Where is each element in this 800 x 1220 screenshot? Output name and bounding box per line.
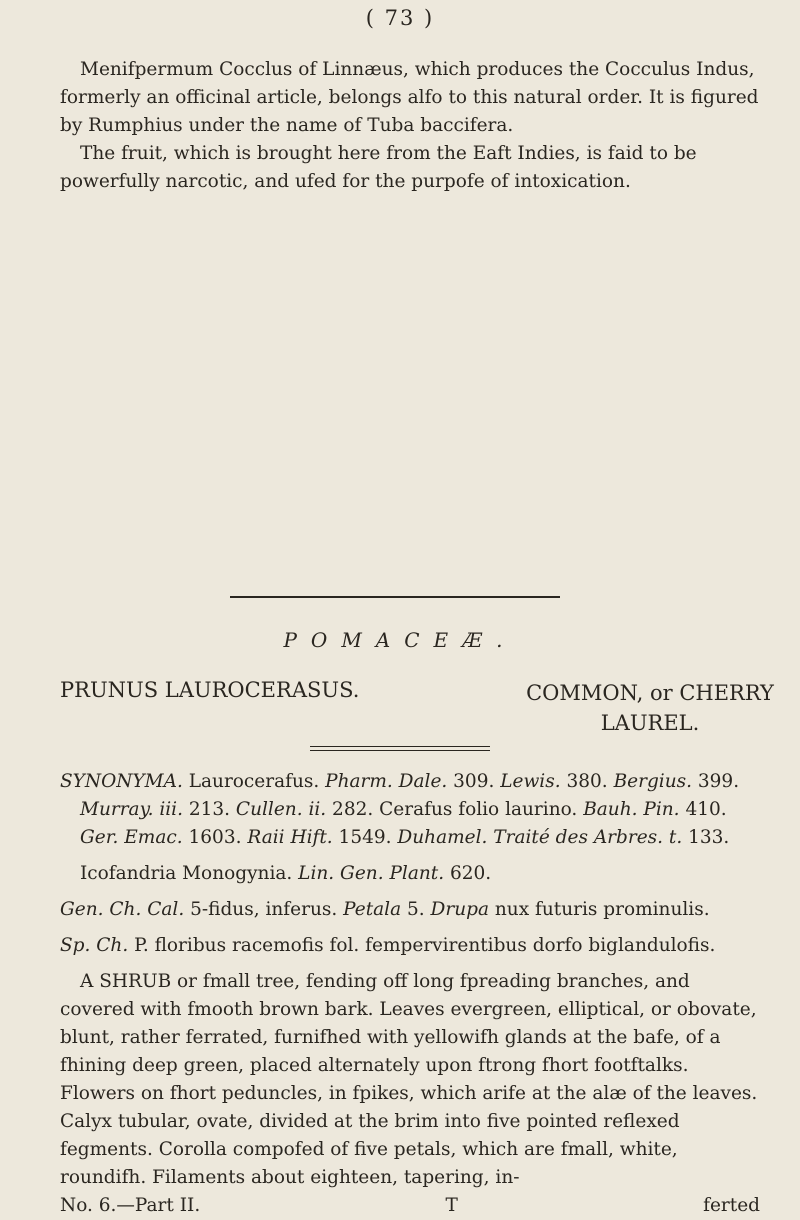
order-title: POMACEÆ. [283, 628, 517, 652]
common-name-line-1: COMMON, or CHERRY [526, 681, 774, 705]
double-rule [310, 746, 490, 751]
gen-ch-label: Gen. Ch. Cal. [60, 899, 185, 920]
synonyma-label: SYNONYMA. [60, 771, 183, 792]
sp-ch-label: Sp. Ch. [60, 935, 129, 956]
classification-line: Icofandria Monogynia. Lin. Gen. Plant. 620. [80, 863, 492, 884]
synonyma-paragraph: SYNONYMA. Laurocerafus. Pharm. Dale. 309. Lewis. 380. Bergius. 399. Murray. iii. 213. Cullen. ii. 282. Cerafus folio laurino. Bauh. Pin. 410. Ger. Emac. 1603. Raii Hift. 1549. Duhamel. Traité des Arbres. t. 133. [60, 771, 740, 848]
footer-number: No. 6.—Part II. [60, 1195, 201, 1216]
generic-character: Gen. Ch. Cal. 5-fidus, inferus. Petala 5. Drupa nux futuris prominulis. [60, 899, 710, 920]
page-footer [60, 1192, 760, 1220]
paragraph-menispermum: Menifpermum Cocclus of Linnæus, which produces the Cocculus Indus, formerly an officinal article, belongs alfo to this natural order. It is figured by Rumphius under the name of Tuba baccifera. [60, 59, 759, 136]
common-name [520, 678, 780, 738]
description-paragraph: A SHRUB or fmall tree, fending off long fpreading branches, and covered with fmooth brown bark. Leaves evergreen, elliptical, or obovate, blunt, rather ferrated, furnifhed with yellowifh glands at the bafe, of a fhining deep green, placed alternately upon ftrong fhort footftalks. Flowers on fhort peduncles, in fpikes, which arife at the alæ of the leaves. Calyx tubular, ovate, divided at the brim into five pointed reflexed fegments. Corolla compofed of five petals, which are fmall, white, roundifh. Filaments about eighteen, tapering, in- [60, 971, 758, 1188]
footer-signature: T [445, 1195, 458, 1216]
species-name: PRUNUS LAUROCERASUS. [60, 678, 360, 702]
intro-text [60, 56, 760, 196]
section-divider [230, 596, 560, 598]
common-name-line-2: LAUREL. [600, 711, 700, 735]
footer-catchword: ferted [703, 1195, 760, 1216]
botanical-entry [60, 768, 760, 1220]
page-number: ( 73 ) [365, 6, 435, 30]
paragraph-fruit: The fruit, which is brought here from the Eaft Indies, is faid to be powerfully narcotic, and ufed for the purpofe of intoxication. [60, 143, 697, 192]
specific-character: Sp. Ch. P. floribus racemofis fol. fempervirentibus dorfo biglandulofis. [60, 935, 716, 956]
